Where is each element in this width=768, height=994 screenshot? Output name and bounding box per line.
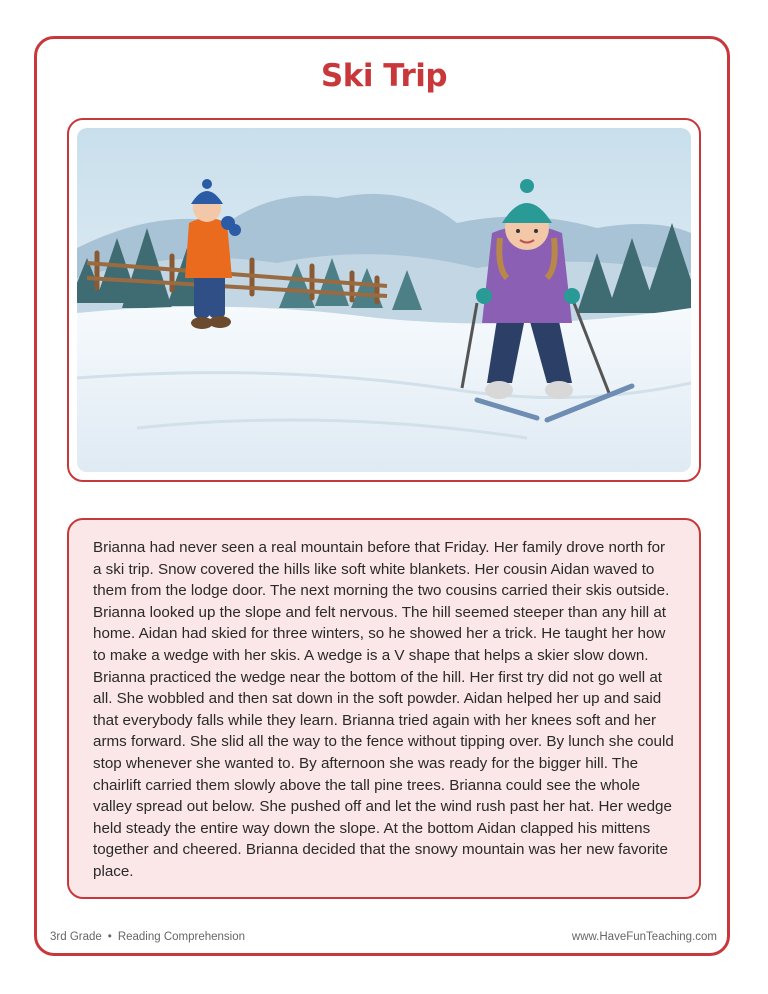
illustration-frame: [67, 118, 701, 482]
worksheet-title: Ski Trip: [320, 58, 448, 94]
footer-subject: Reading Comprehension: [117, 931, 246, 943]
footer-website-link[interactable]: www.HaveFunTeaching.com: [571, 931, 717, 943]
story-paragraph: Brianna had never seen a real mountain before that Friday. Her family drove north for a ski trip. Snow covered the hills like soft white blankets. Her cousin Aidan waved to them from the lodge door. The next morning the two cousins carried their skis outside. Brianna looked up the slope and felt nervous. The hill seemed steeper than any hill at home. Aidan had skied for three winters, so he showed her a trick. He taught her how to make a wedge with her skis. A wedge is a V shape that helps a skier slow down. Brianna practiced the wedge near the bottom of the hill. Her first try did not go well at all. She wobbled and then sat down in the soft powder. Aidan helped her up and said that everybody falls while they learn. Brianna tried again with her knees soft and her arms forward. She slid all the way to the fence without tipping over. By lunch she could stop whenever she wanted to. By afternoon she was ready for the bigger hill. The chairlift carried them slowly above the tall pine trees. Brianna could see the whole valley spread out below. She pushed off and let the wind rush past her hat. Her wedge held steady the entire way down the slope. At the bottom Aidan clapped his mittens together and cheered. Brianna decided that the snowy mountain was her new favorite place.: [93, 539, 674, 880]
footer-bullet: •: [107, 931, 112, 943]
footer-grade: 3rd Grade: [50, 931, 102, 943]
footer-grade-subject: [50, 931, 245, 943]
ski-scene-illustration: [77, 128, 691, 472]
story-panel: [67, 518, 701, 899]
